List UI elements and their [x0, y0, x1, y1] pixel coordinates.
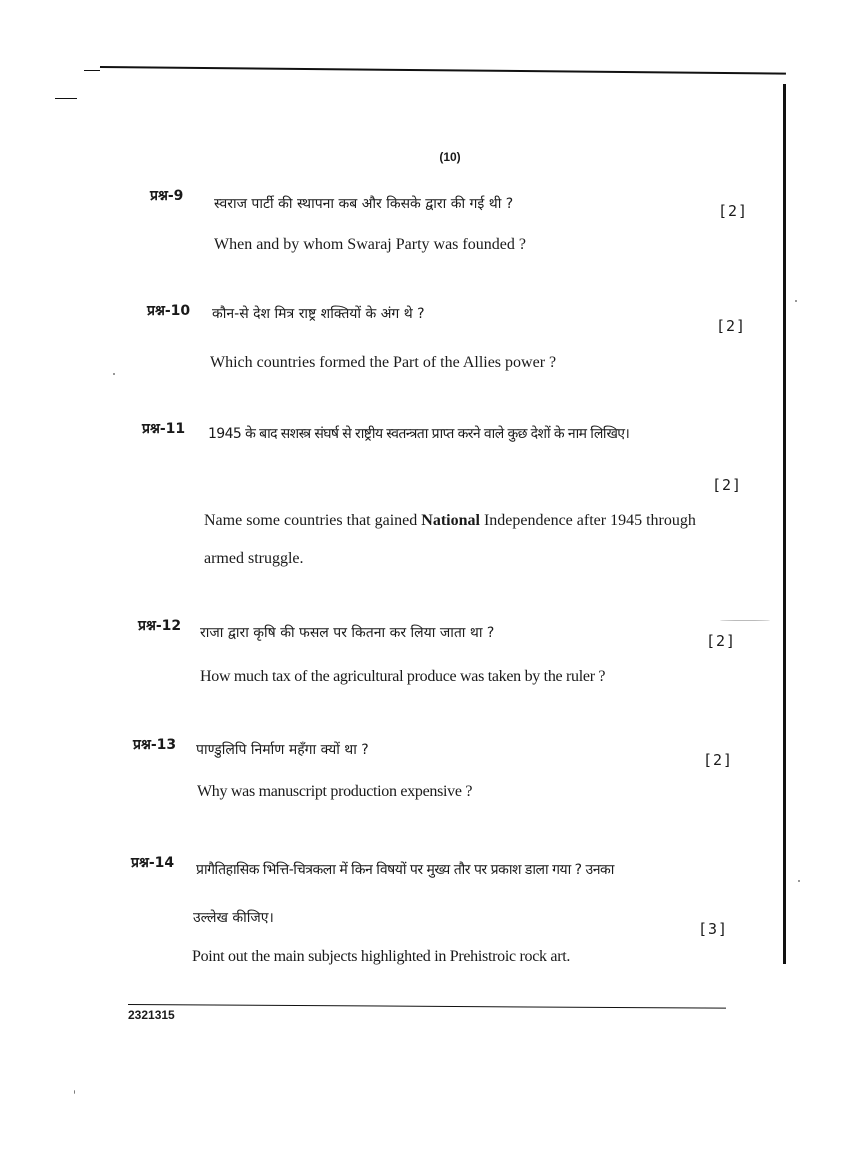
question-marks: [2]: [703, 751, 734, 769]
scan-speck: [720, 620, 770, 621]
left-scan-mark: [84, 70, 100, 71]
question-marks: [2]: [706, 632, 737, 650]
page-number: (10): [439, 150, 461, 164]
scan-speck: [795, 300, 797, 302]
question-text-english: [204, 512, 696, 530]
question-text-english-line2: armed struggle.: [204, 550, 304, 567]
question-text-hindi-line2: उल्लेख कीजिए।: [193, 910, 274, 926]
question-text-hindi: राजा द्वारा कृषि की फसल पर कितना कर लिया जाता था ?: [200, 625, 495, 641]
scan-speck: [798, 880, 800, 882]
footer-rule: [128, 1004, 726, 1009]
right-border-line: [783, 84, 786, 964]
english-bold-word: National: [421, 512, 480, 529]
question-label: प्रश्न-9: [150, 188, 184, 204]
question-label: प्रश्न-10: [147, 303, 191, 319]
scan-speck: [113, 373, 115, 375]
question-text-hindi: प्रागैतिहासिक भित्ति-चित्रकला में किन विषयों पर मुख्य तौर पर प्रकाश डाला गया ? उनका: [196, 862, 614, 878]
question-marks: [2]: [712, 476, 743, 494]
question-text-english: Which countries formed the Part of the Allies power ?: [210, 354, 557, 371]
top-border-line: [100, 66, 786, 75]
question-label: प्रश्न-13: [133, 737, 177, 753]
question-marks: [2]: [716, 317, 747, 335]
question-marks: [2]: [718, 202, 749, 220]
question-text-english: Why was manuscript production expensive ?: [197, 783, 473, 800]
left-scan-mark-2: [55, 98, 77, 99]
question-marks: [3]: [698, 920, 729, 938]
question-text-english: When and by whom Swaraj Party was founded ?: [214, 236, 526, 253]
question-label: प्रश्न-12: [138, 618, 182, 634]
english-part-1: Name some countries that gained: [204, 512, 422, 529]
question-text-english: How much tax of the agricultural produce was taken by the ruler ?: [200, 668, 606, 685]
question-text-hindi: 1945 के बाद सशस्त्र संघर्ष से राष्ट्रीय स्वतन्त्रता प्राप्त करने वाले कुछ देशों के नाम लिखिए।: [208, 426, 630, 442]
question-text-hindi: पाण्डुलिपि निर्माण महँगा क्यों था ?: [196, 742, 369, 758]
scan-speck: [74, 1090, 75, 1094]
question-text-hindi: कौन-से देश मित्र राष्ट्र शक्तियों के अंग थे ?: [212, 306, 425, 322]
question-text-english: Point out the main subjects highlighted in Prehistroic rock art.: [192, 948, 571, 965]
english-part-2: Independence after 1945 through: [479, 512, 696, 529]
question-label: प्रश्न-14: [131, 855, 175, 871]
footer-code: 2321315: [128, 1008, 175, 1022]
question-text-hindi: स्वराज पार्टी की स्थापना कब और किसके द्वारा की गई थी ?: [214, 196, 514, 212]
question-label: प्रश्न-11: [142, 421, 186, 437]
